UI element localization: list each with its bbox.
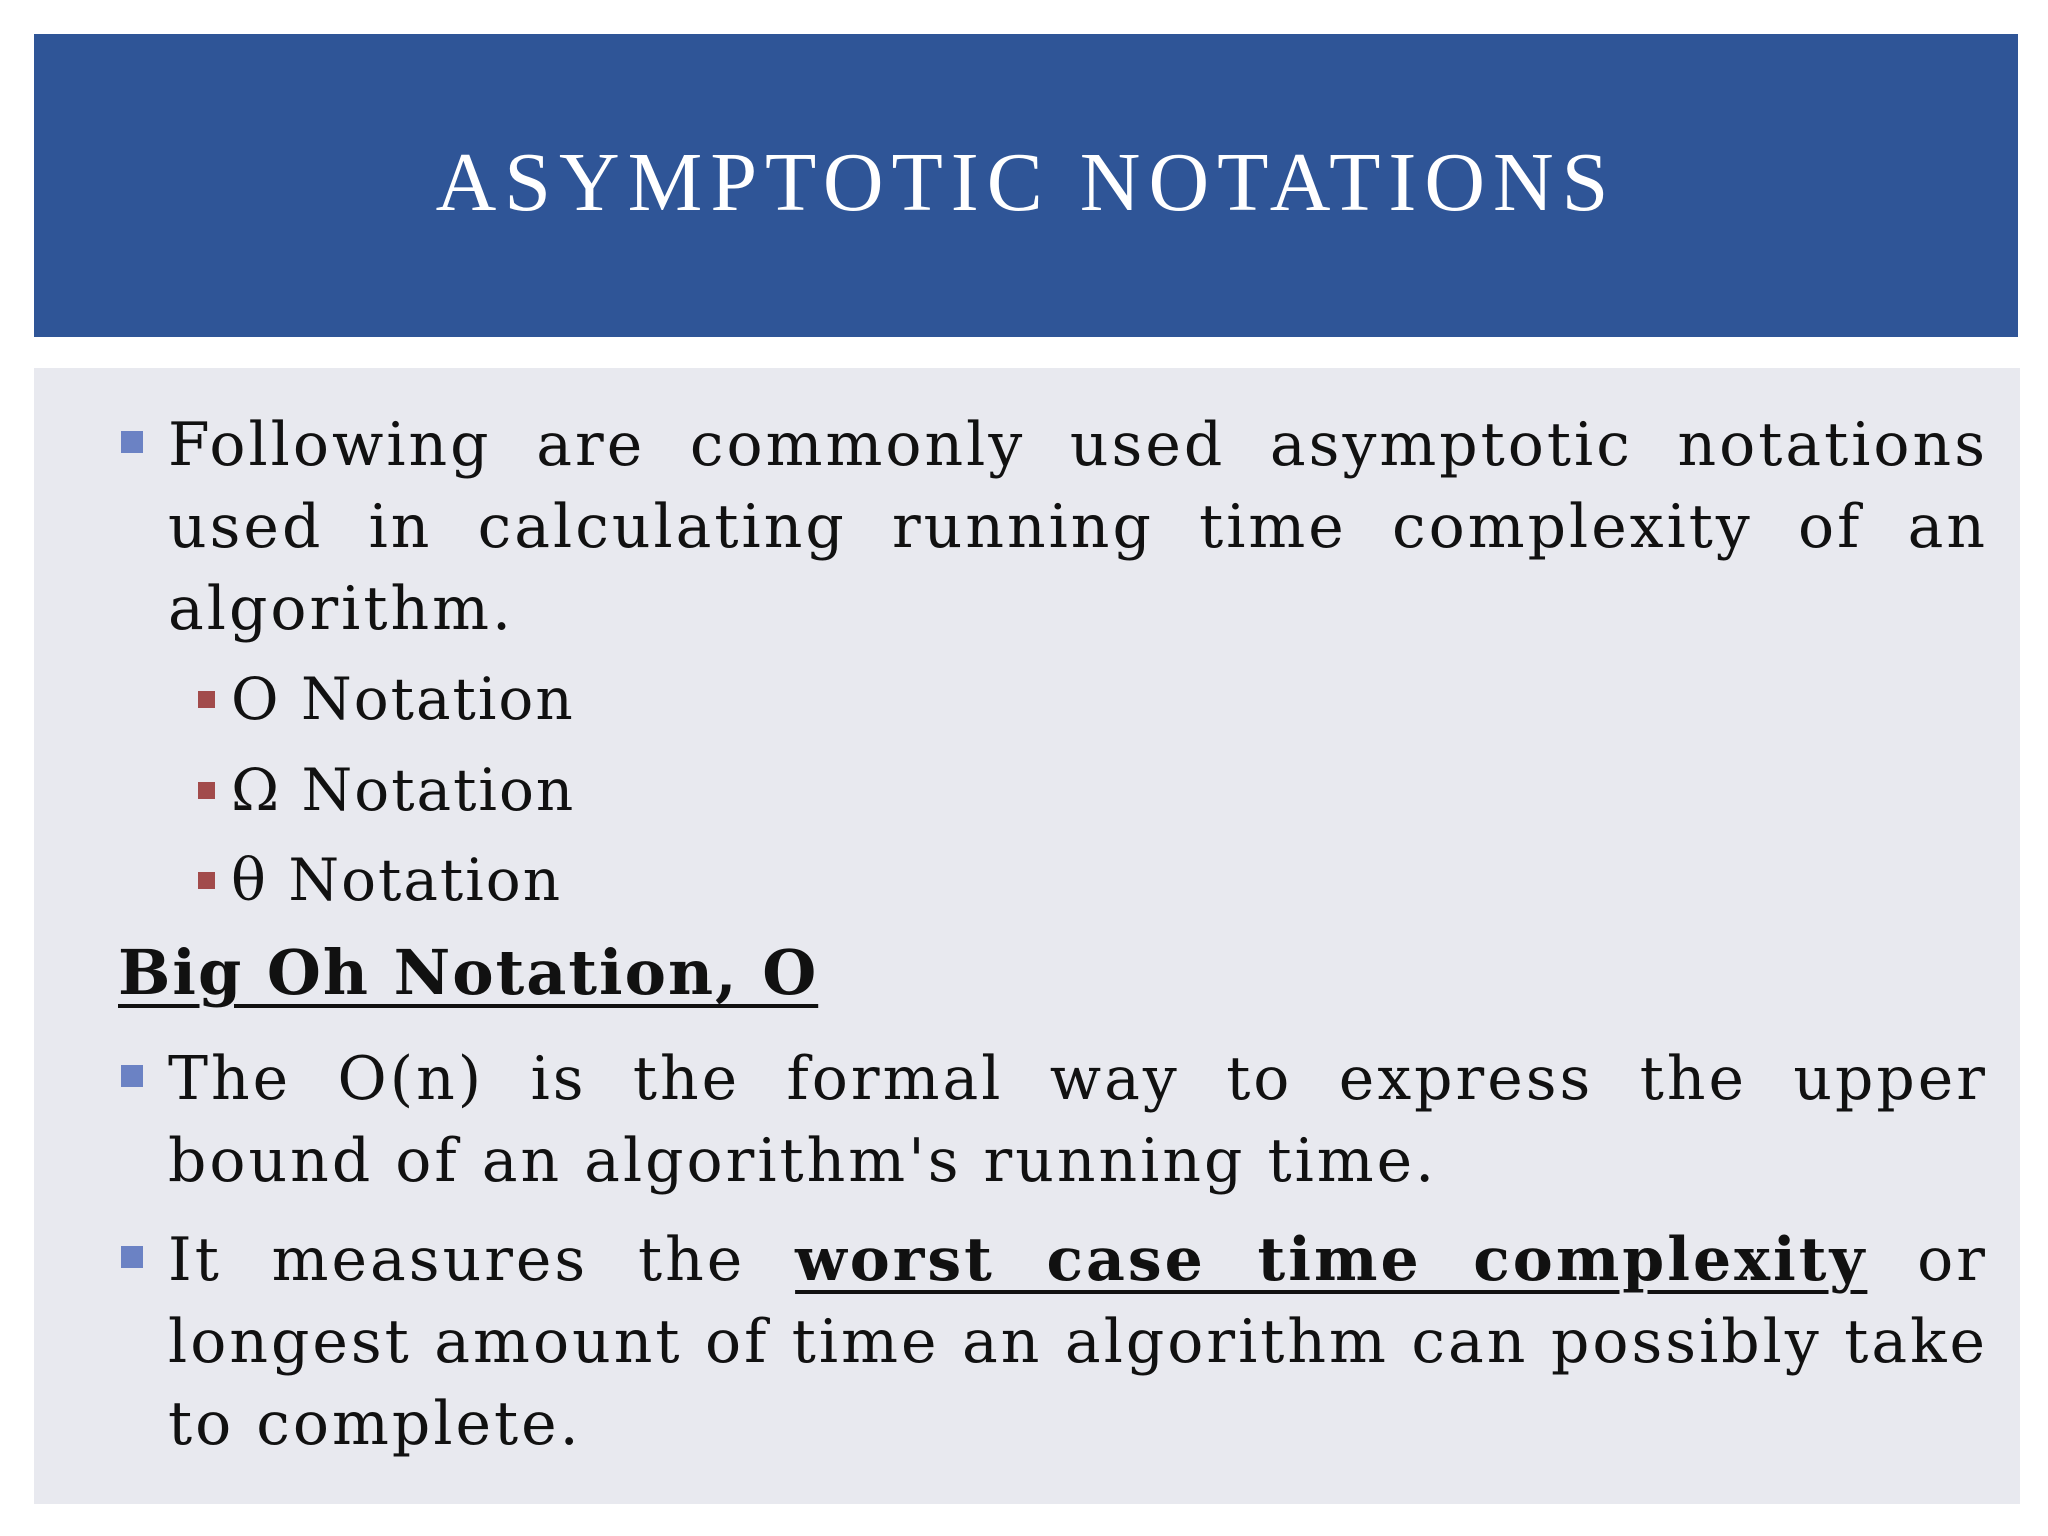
- square-bullet-icon: [198, 691, 215, 708]
- sub-bullet-theta-notation: [231, 845, 562, 915]
- square-bullet-icon: [198, 782, 215, 799]
- square-bullet-icon: [121, 1246, 143, 1268]
- sub-bullet-o-notation: [231, 664, 575, 734]
- worst-case-bullet-before: It measures the: [168, 1225, 796, 1295]
- square-bullet-icon: [198, 872, 215, 889]
- worst-case-bullet: [168, 1219, 1988, 1465]
- square-bullet-icon: [121, 1065, 143, 1087]
- title-bar: [34, 34, 2018, 337]
- worst-case-emphasis: worst case time complexity: [795, 1225, 1868, 1295]
- section-heading: Big Oh Notation, O: [118, 936, 819, 1009]
- sub-bullet-label: Ω Notation: [231, 756, 576, 824]
- sub-bullet-omega-notation: [231, 755, 575, 825]
- sub-bullet-label: θ Notation: [231, 846, 563, 914]
- sub-bullet-label: O Notation: [231, 665, 575, 733]
- intro-bullet: [168, 404, 1988, 650]
- square-bullet-icon: [121, 431, 143, 453]
- upper-bound-bullet-text: The O(n) is the formal way to express the upper bound of an algorithm's running time.: [168, 1044, 1988, 1196]
- worst-case-bullet-after: or longest amount of time an algorithm can possibly take to complete.: [168, 1225, 1988, 1459]
- upper-bound-bullet: [168, 1038, 1988, 1202]
- intro-bullet-text: Following are commonly used asymptotic notations used in calculating running time complexity of an algorithm.: [168, 410, 1988, 644]
- slide-title: ASYMPTOTIC NOTATIONS: [435, 136, 1617, 229]
- content-area: [34, 368, 2020, 1504]
- slide-content: [34, 368, 2020, 1504]
